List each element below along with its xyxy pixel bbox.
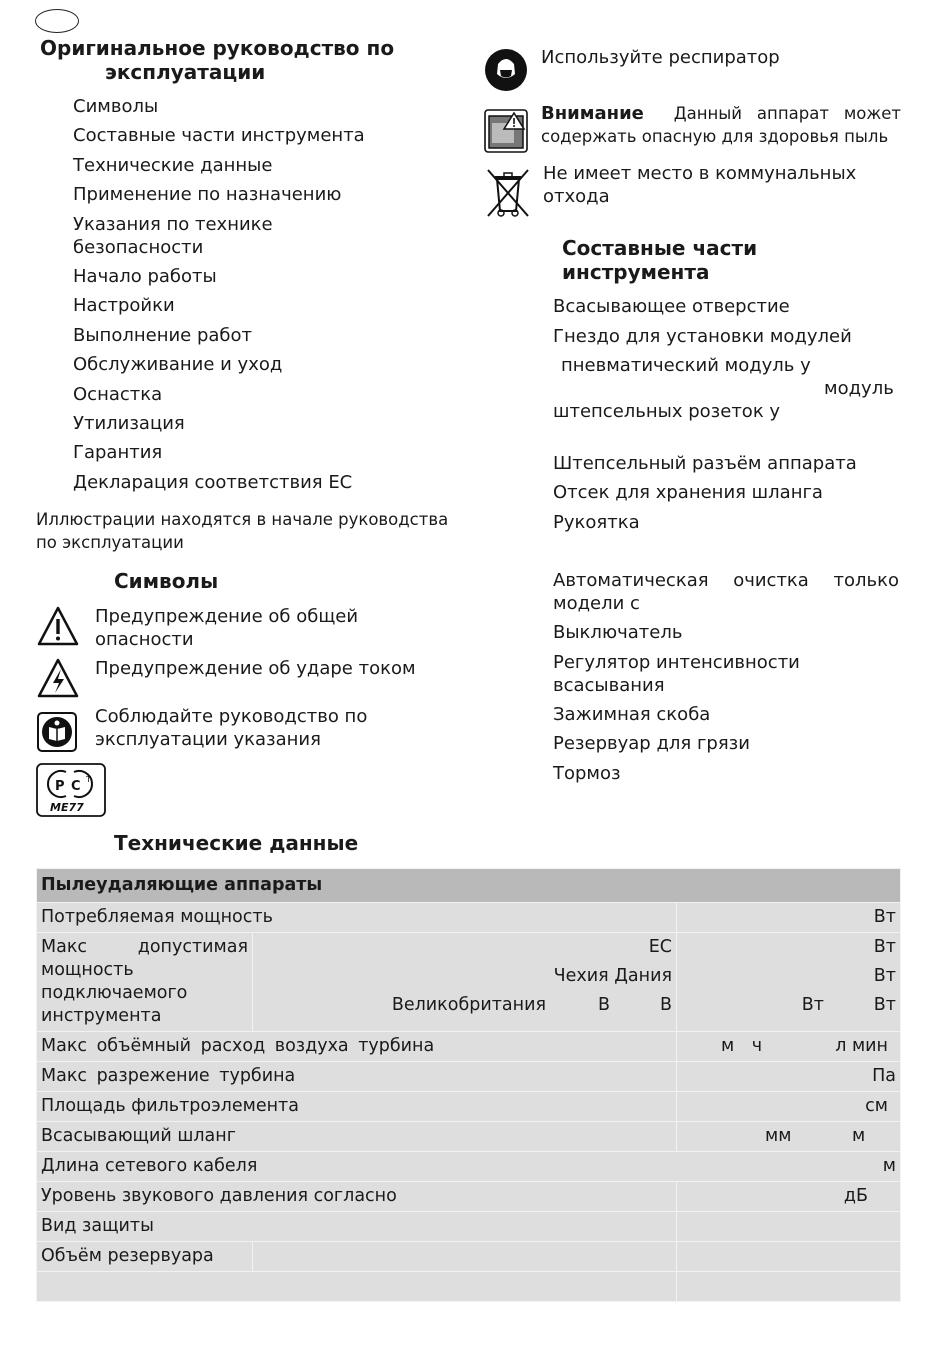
toc-item: Указания по технике безопасности <box>73 213 273 258</box>
warning-label: Внимание <box>541 103 644 124</box>
component-item: Резервуар для грязи <box>553 733 750 754</box>
symbol-text: Используйте респиратор <box>541 47 780 68</box>
table-row <box>37 933 901 1032</box>
component-item: Гнездо для установки модулей <box>553 326 852 347</box>
toc-item: Технические данные <box>73 154 273 176</box>
symbol-text: Не имеет место в коммунальных отхода <box>543 163 857 207</box>
table-row <box>37 1182 901 1212</box>
toc-item: Оснастка <box>73 383 163 405</box>
dust-warning-text <box>541 102 901 148</box>
row-unit: см <box>677 1092 901 1122</box>
toc-item: Декларация соответствия ЕС <box>73 471 353 493</box>
respirator-icon <box>484 48 528 97</box>
row-unit: м ч <box>721 1036 763 1056</box>
table-row <box>37 1092 901 1122</box>
crossed-bin-icon <box>485 167 531 224</box>
toc-item: Составные части инструмента <box>73 125 365 147</box>
component-item: Зажимная скоба <box>553 704 711 725</box>
illustrations-note: Иллюстрации находятся в начале руководства по эксплуатации <box>36 510 449 552</box>
symbol-text: Предупреждение об ударе током <box>95 658 416 679</box>
row-label: Длина сетевого кабеля <box>37 1152 677 1182</box>
component-item: модуль <box>824 378 894 399</box>
row-sublabel: В <box>659 995 672 1015</box>
row-unit: Вт <box>677 903 901 933</box>
row-value <box>677 1242 901 1272</box>
row-label: Вид защиты <box>37 1212 677 1242</box>
component-item: Отсек для хранения шланга <box>553 482 823 503</box>
row-label: Макс допустимая мощность подключаемого инструмента <box>37 933 253 1032</box>
row-sublabel: Великобритания <box>391 995 546 1015</box>
hazardous-dust-icon <box>484 109 528 158</box>
row-value <box>677 1272 901 1302</box>
row-label: Уровень звукового давления согласно <box>37 1182 677 1212</box>
component-item: Выключатель <box>553 622 683 643</box>
row-sublabel: В <box>597 995 610 1015</box>
svg-text:МЕ77: МЕ77 <box>50 801 84 814</box>
page-title-line2: эксплуатации <box>105 60 266 84</box>
toc-item: Выполнение работ <box>73 324 253 346</box>
toc-item: Символы <box>73 96 159 117</box>
table-row <box>37 1032 901 1062</box>
general-danger-icon <box>37 605 79 652</box>
svg-text:Р: Р <box>55 779 65 794</box>
table-row <box>37 1212 901 1242</box>
table-row <box>37 1242 901 1272</box>
certification-mark-icon <box>36 763 106 822</box>
row-unit: Па <box>677 1062 901 1092</box>
page-title-line1: Оригинальное руководство по <box>40 36 395 60</box>
row-unit: Вт <box>873 937 896 957</box>
table-header: Пылеудаляющие аппараты <box>37 869 901 903</box>
row-value <box>677 1212 901 1242</box>
row-unit: л мин <box>835 1036 888 1056</box>
row-unit: Вт <box>873 966 896 986</box>
toc-item: Настройки <box>73 295 175 317</box>
components-heading: Составные части инструмента <box>562 236 758 284</box>
table-row <box>37 903 901 933</box>
language-marker-oval <box>35 9 79 33</box>
svg-text:Т: Т <box>86 775 91 784</box>
svg-text:С: С <box>71 779 81 794</box>
row-unit: Вт <box>873 995 896 1015</box>
table-row <box>37 1122 901 1152</box>
row-unit: дБ <box>677 1182 901 1212</box>
component-item: Всасывающее отверстие <box>553 296 790 317</box>
toc-item: Утилизация <box>73 412 185 434</box>
component-item: Тормоз <box>553 763 621 784</box>
tech-data-heading: Технические данные <box>114 831 359 855</box>
read-manual-icon <box>37 712 77 757</box>
toc-item: Применение по назначению <box>73 184 342 206</box>
component-item: Автоматическая очистка только модели с <box>553 570 899 614</box>
electric-shock-icon <box>37 657 79 704</box>
symbol-text: Предупреждение об общей опасности <box>95 606 359 650</box>
component-item: штепсельных розеток у <box>553 401 781 422</box>
row-label: Объём резервуара <box>37 1242 253 1272</box>
table-of-contents <box>73 95 463 500</box>
row-unit: мм <box>765 1126 792 1146</box>
component-item: Рукоятка <box>553 512 640 533</box>
table-row <box>37 1272 901 1302</box>
toc-item: Гарантия <box>73 442 163 464</box>
row-sublabel: ЕС <box>648 937 672 957</box>
toc-item: Начало работы <box>73 265 217 287</box>
row-unit: Вт <box>801 995 824 1015</box>
row-value <box>253 1242 677 1272</box>
row-label: Макс разрежение турбина <box>37 1062 677 1092</box>
symbols-heading: Символы <box>114 569 219 593</box>
toc-item: Обслуживание и уход <box>73 354 283 376</box>
row-label: Макс объёмный расход воздуха турбина <box>37 1032 677 1062</box>
row-unit: м <box>852 1126 866 1146</box>
component-item: пневматический модуль у <box>561 355 811 376</box>
row-unit: м <box>677 1152 901 1182</box>
row-value <box>37 1272 677 1302</box>
symbol-text: Соблюдайте руководство по эксплуатации указания <box>95 706 368 750</box>
row-label: Потребляемая мощность <box>37 903 677 933</box>
row-label: Площадь фильтроэлемента <box>37 1092 677 1122</box>
row-label: Всасывающий шланг <box>37 1122 677 1152</box>
table-row <box>37 1152 901 1182</box>
row-sublabel: Чехия Дания <box>553 966 672 986</box>
component-item: Регулятор интенсивности всасывания <box>553 652 800 696</box>
symbol-text: Данный аппарат может содержать опасную для здоровья пыль <box>541 104 901 146</box>
component-item: Штепсельный разъём аппарата <box>553 453 857 474</box>
tech-data-table <box>36 868 901 1302</box>
table-row <box>37 1062 901 1092</box>
